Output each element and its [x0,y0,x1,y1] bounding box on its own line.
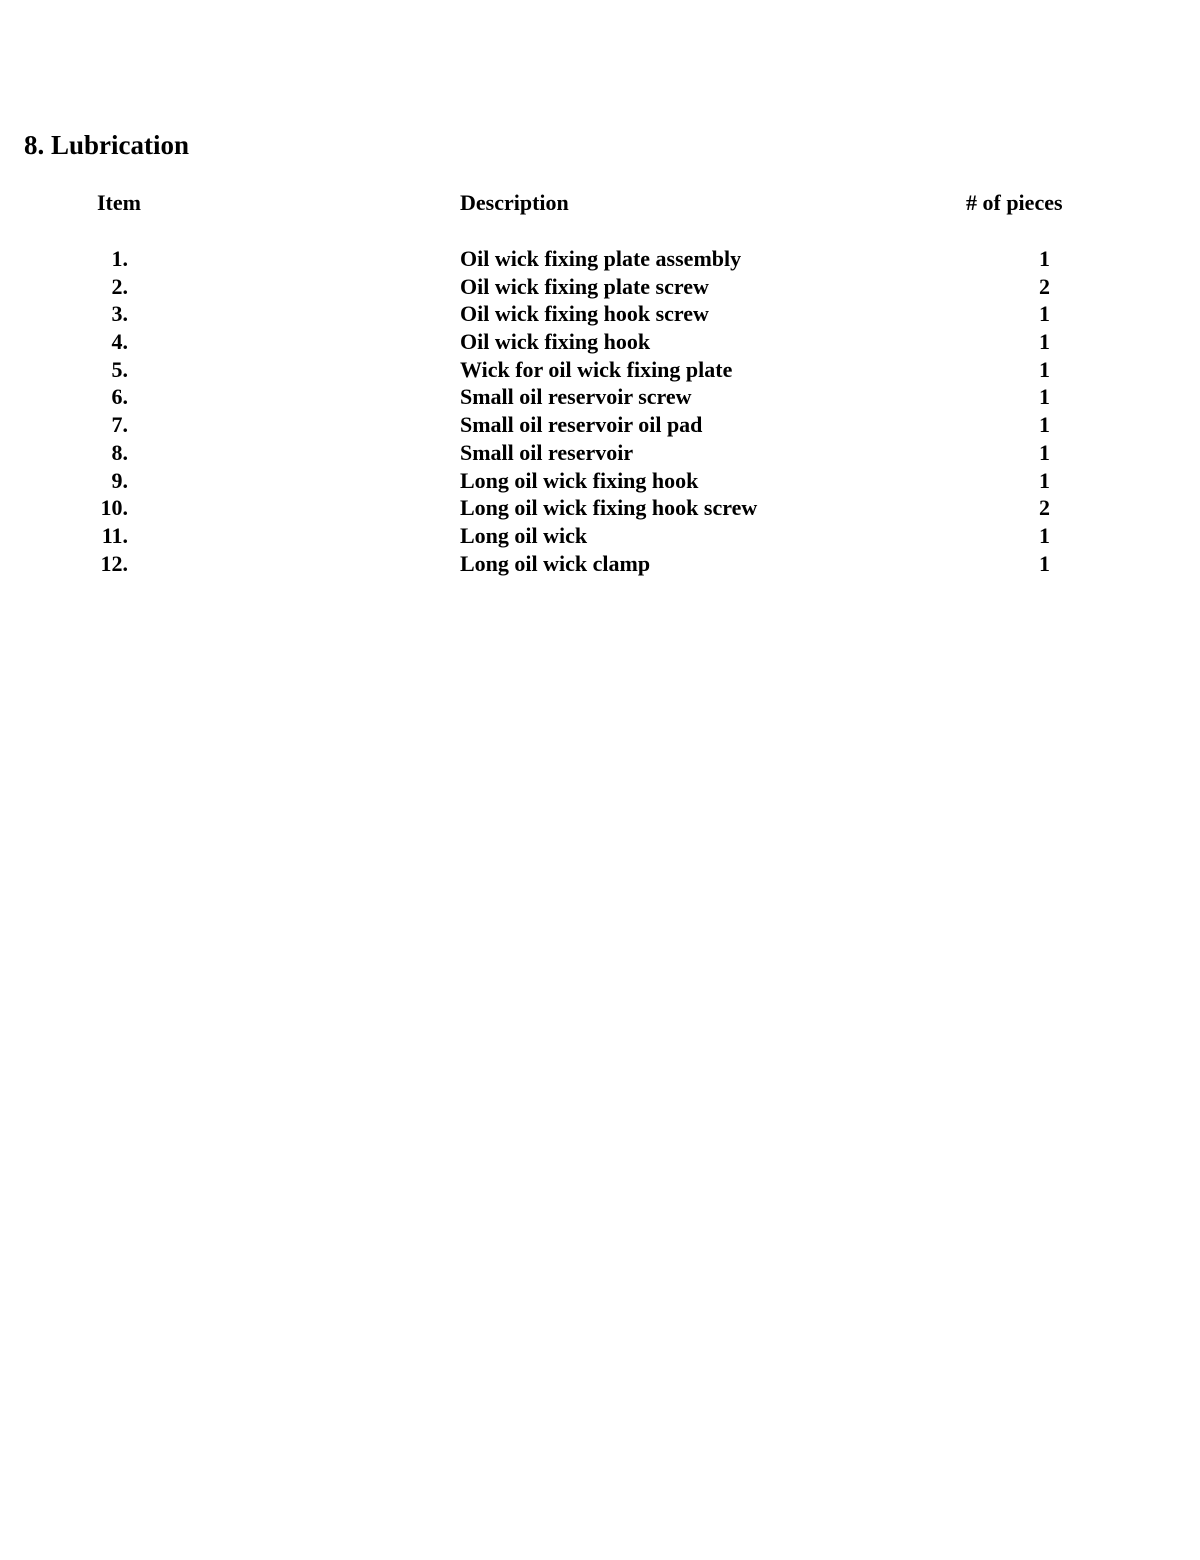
table-row [0,467,1200,495]
item-number: 3. [111,301,128,327]
item-description: Small oil reservoir [460,439,634,465]
column-header-description: Description [460,190,569,215]
item-pieces: 2 [1039,495,1050,521]
item-pieces: 1 [1039,246,1050,271]
item-description: Small oil reservoir oil pad [460,412,703,438]
item-number: 9. [111,467,128,493]
item-description: Oil wick fixing hook screw [460,301,709,327]
item-pieces: 1 [1039,522,1050,548]
table-row [0,494,1200,522]
item-number: 6. [111,384,128,410]
item-number: 10. [100,495,128,521]
item-pieces: 1 [1039,412,1050,438]
item-description: Small oil reservoir screw [460,384,692,410]
table-row [0,273,1200,301]
item-pieces: 1 [1039,467,1050,493]
item-description: Long oil wick fixing hook screw [460,495,758,521]
item-pieces: 2 [1039,273,1050,299]
table-row [0,411,1200,439]
item-pieces: 1 [1039,384,1050,410]
item-number: 11. [101,522,128,548]
parts-list [0,245,1200,577]
table-row [0,439,1200,467]
item-description: Oil wick fixing plate screw [460,273,709,299]
item-pieces: 1 [1039,439,1050,465]
item-number: 8. [111,439,128,465]
item-number: 2. [111,273,128,299]
table-row [0,356,1200,384]
table-row [0,245,1200,273]
item-description: Long oil wick fixing hook [460,467,699,493]
item-number: 4. [111,329,128,355]
table-row [0,522,1200,550]
item-description: Oil wick fixing hook [460,329,651,355]
item-description: Oil wick fixing plate assembly [460,246,742,271]
item-number: 12. [100,550,128,576]
column-header-pieces: # of pieces [966,190,1063,215]
item-number: 7. [111,412,128,438]
table-row [0,550,1200,578]
item-description: Wick for oil wick fixing plate [460,356,733,382]
item-pieces: 1 [1039,356,1050,382]
item-description: Long oil wick [460,522,588,548]
table-row [0,300,1200,328]
page-title: 8. Lubrication [24,130,190,160]
item-pieces: 1 [1039,301,1050,327]
item-number: 5. [111,356,128,382]
column-header-item: Item [97,190,141,215]
item-pieces: 1 [1039,550,1050,576]
table-row [0,383,1200,411]
item-pieces: 1 [1039,329,1050,355]
item-number: 1. [111,246,128,271]
item-description: Long oil wick clamp [460,550,651,576]
table-row [0,328,1200,356]
